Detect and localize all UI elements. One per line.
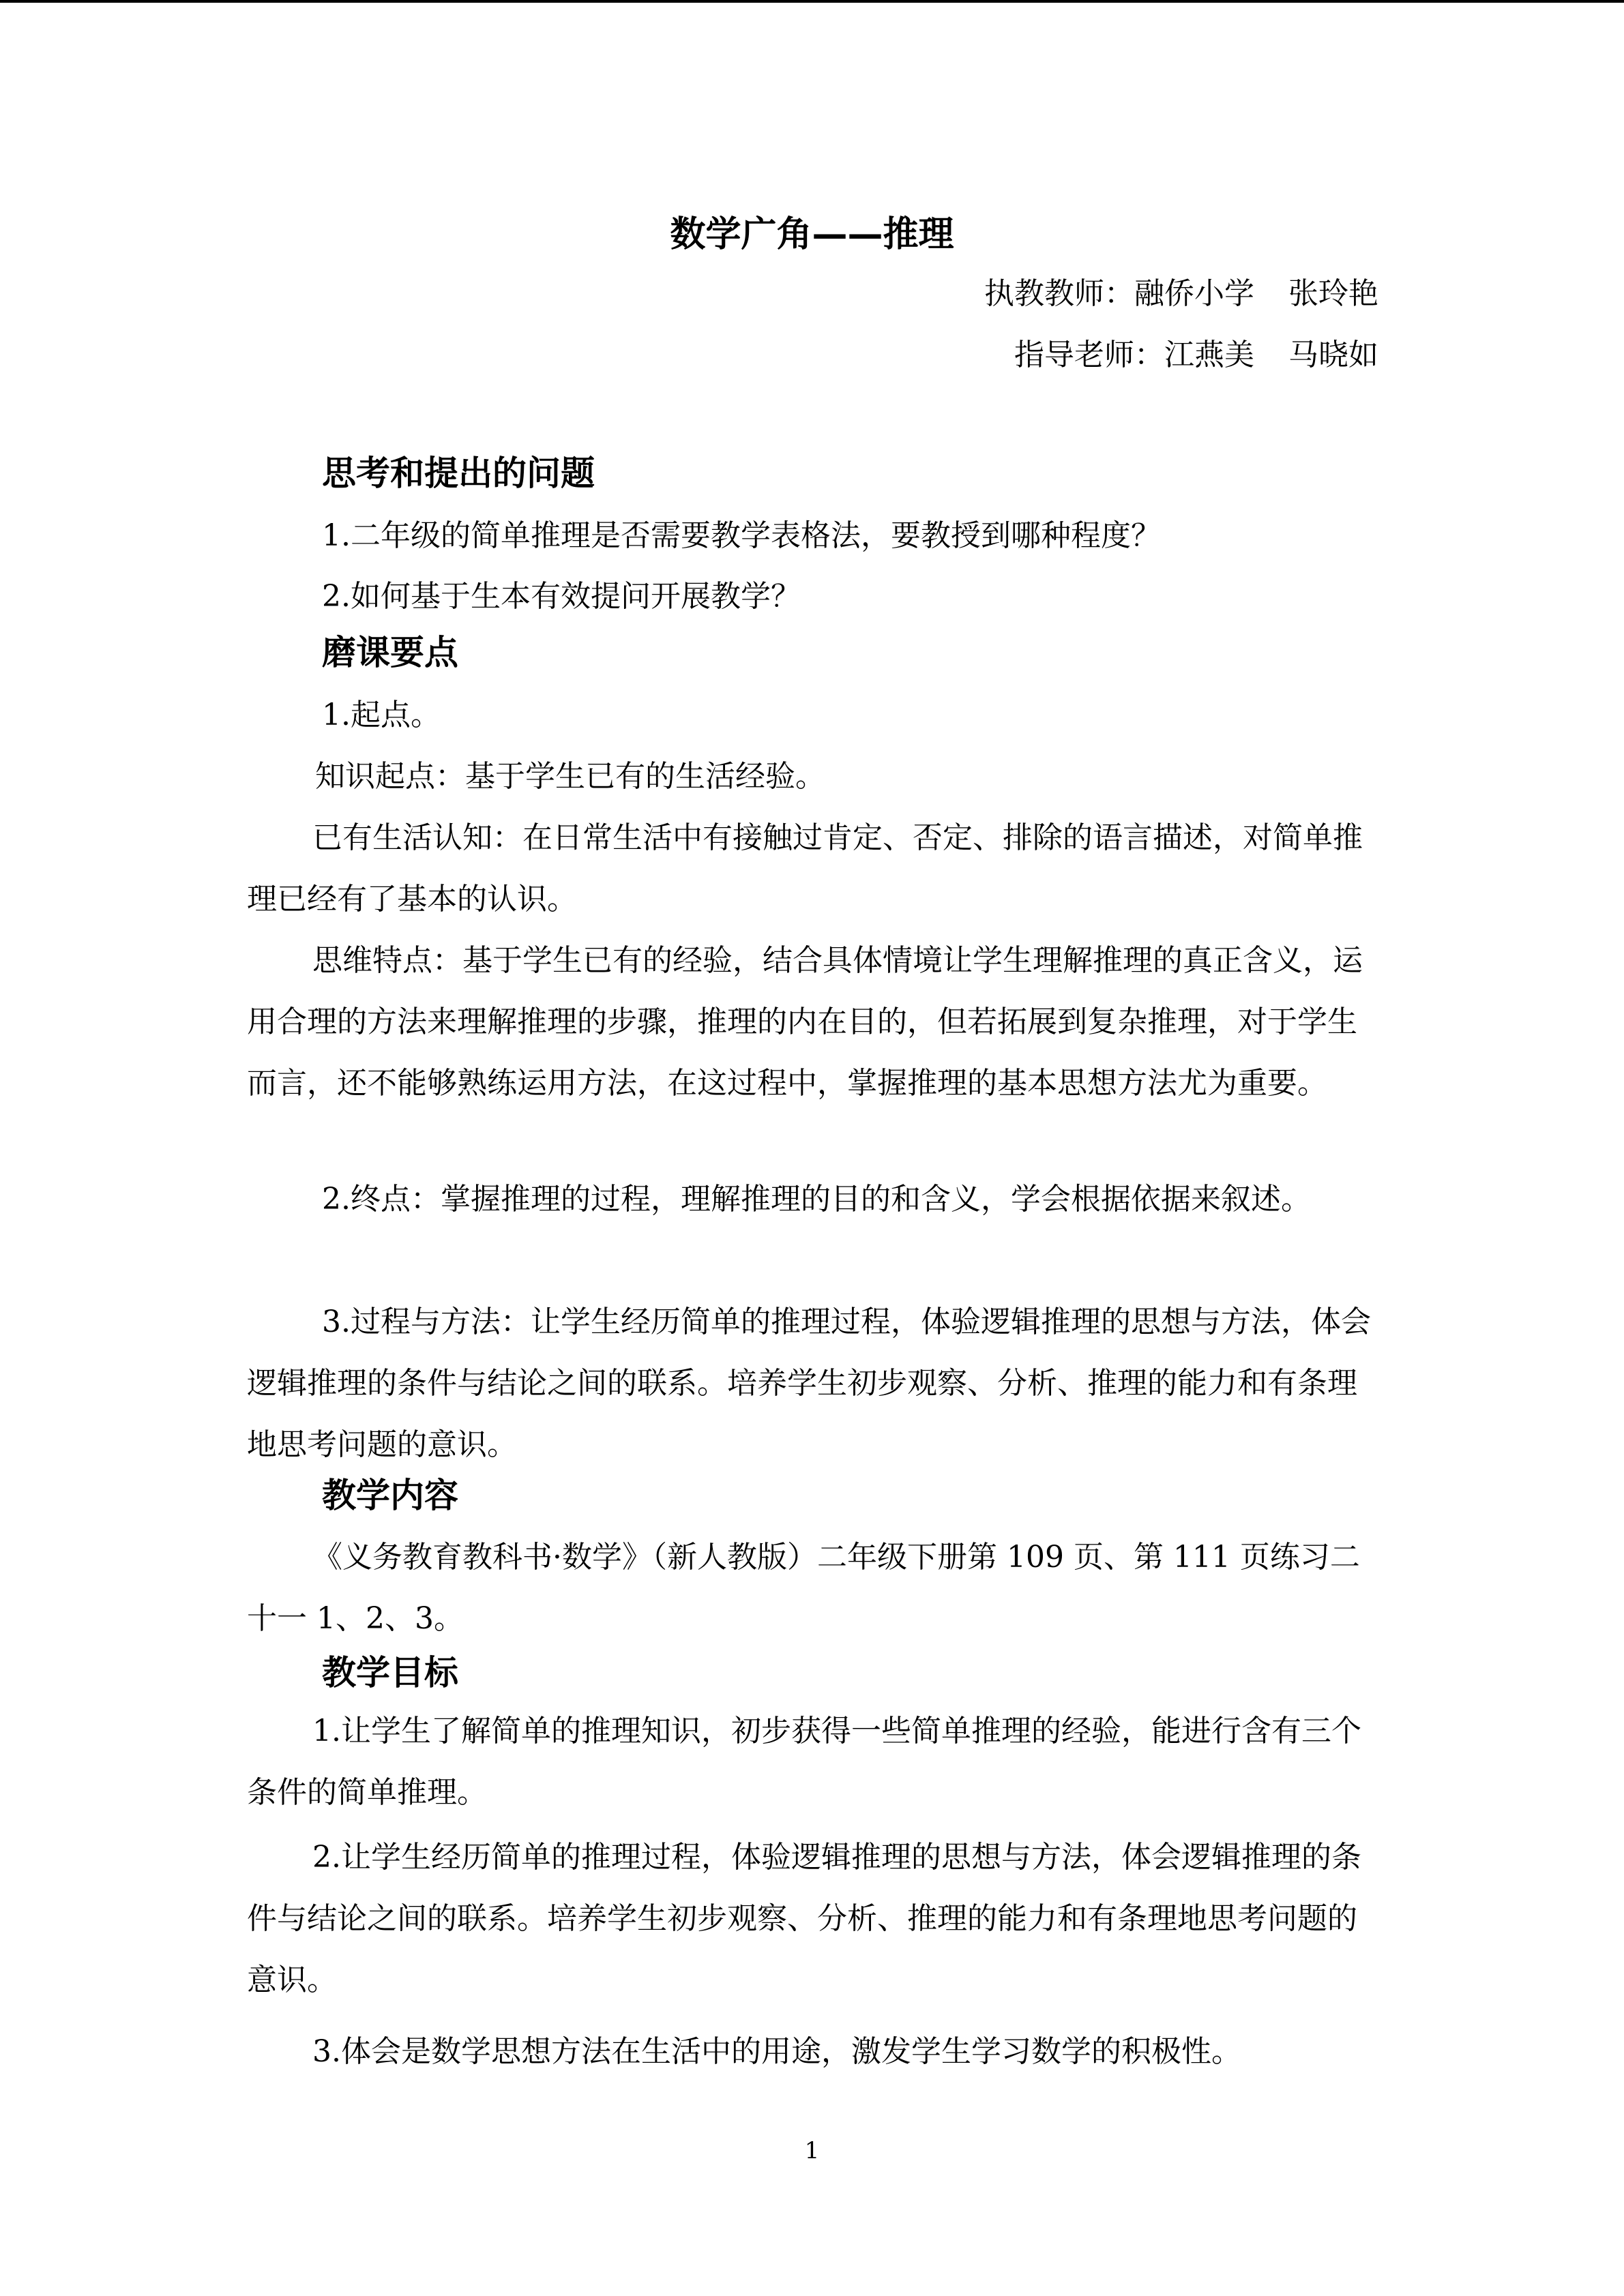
key-point-item-5: 2.终点：掌握推理的过程，理解推理的目的和含义，学会根据依据来叙述。 bbox=[322, 1182, 1311, 1217]
key-point-item-3: 已有生活认知：在日常生活中有接触过肯定、否定、排除的语言描述，对简单推理已经有了基本的认识。 bbox=[247, 820, 1363, 916]
key-point-item-4: 思维特点：基于学生已有的经验，结合具体情境让学生理解推理的真正含义，运用合理的方法来理解推理的步骤，推理的内在目的，但若拓展到复杂推理，对于学生而言，还不能够熟练运用方法，在这过程中，掌握推理的基本思想方法尤为重要。 bbox=[247, 943, 1363, 1101]
advisor-name-1: 江燕美 bbox=[1164, 338, 1254, 372]
document-title: 数学广角——推理 bbox=[670, 214, 954, 255]
teacher-label: 执教教师： bbox=[984, 276, 1134, 311]
key-point-item-2: 知识起点：基于学生已有的生活经验。 bbox=[315, 759, 825, 794]
content-item-1: 《义务教育教科书·数学》（新人教版）二年级下册第 109 页、第 111 页练习二十一 1、2、3。 bbox=[247, 1540, 1360, 1636]
page-number: 1 bbox=[804, 2137, 820, 2164]
advisor-label: 指导老师： bbox=[1014, 338, 1164, 372]
section-heading-content: 教学内容 bbox=[322, 1476, 458, 1515]
key-point-item-1: 1.起点。 bbox=[322, 698, 441, 732]
key-point-item-6: 3.过程与方法：让学生经历简单的推理过程，体验逻辑推理的思想与方法，体会逻辑推理的条件与结论之间的联系。培养学生初步观察、分析、推理的能力和有条理地思考问题的意识。 bbox=[247, 1304, 1371, 1462]
teacher-school: 融侨小学 bbox=[1134, 276, 1254, 311]
teacher-name: 张玲艳 bbox=[1288, 276, 1378, 311]
teacher-line bbox=[984, 270, 1378, 318]
goal-item-2: 2.让学生经历简单的推理过程，体验逻辑推理的思想与方法，体会逻辑推理的条件与结论之间的联系。培养学生初步观察、分析、推理的能力和有条理地思考问题的意识。 bbox=[247, 1840, 1361, 1997]
section-heading-questions: 思考和提出的问题 bbox=[322, 453, 595, 493]
question-item-2: 2.如何基于生本有效提问开展教学？ bbox=[322, 579, 801, 614]
goal-item-3: 3.体会是数学思想方法在生活中的用途，激发学生学习数学的积极性。 bbox=[312, 2034, 1241, 2069]
question-item-1: 1.二年级的简单推理是否需要教学表格法，要教授到哪种程度？ bbox=[322, 518, 1161, 553]
section-heading-goals: 教学目标 bbox=[322, 1653, 458, 1693]
section-heading-key-points: 磨课要点 bbox=[322, 633, 458, 672]
goal-item-1: 1.让学生了解简单的推理知识，初步获得一些简单推理的经验，能进行含有三个条件的简单推理。 bbox=[247, 1714, 1361, 1810]
advisor-name-2: 马晓如 bbox=[1288, 338, 1378, 372]
advisor-line bbox=[1014, 331, 1378, 379]
